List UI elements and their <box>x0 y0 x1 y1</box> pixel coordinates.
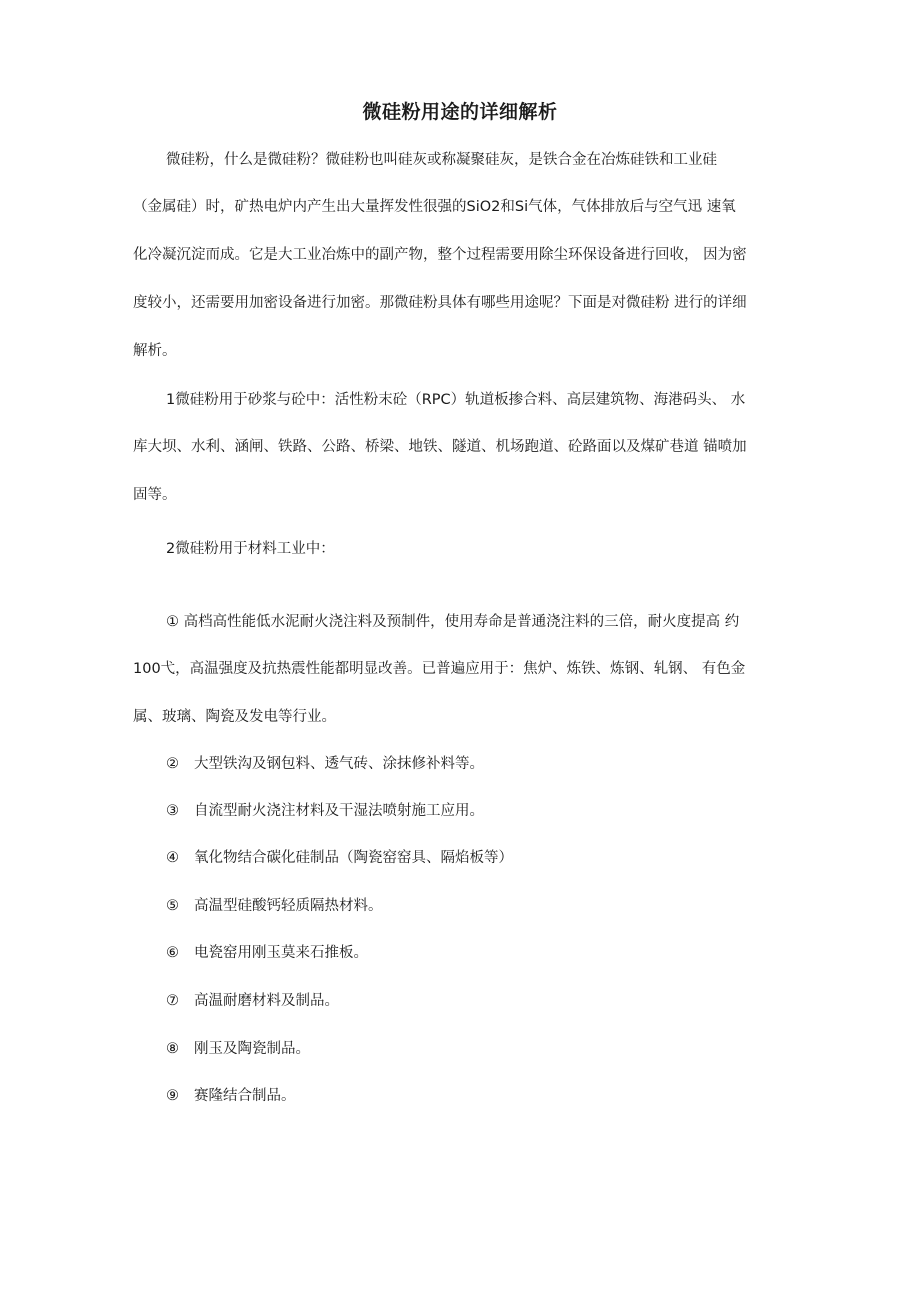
document-title: 微硅粉用途的详细解析 <box>362 101 558 123</box>
intro-line: 微硅粉，什么是微硅粉？微硅粉也叫硅灰或称凝聚硅灰，是铁合金在冶炼硅铁和工业硅 <box>166 152 717 168</box>
list-item-1-line: 100弋，高温强度及抗热震性能都明显改善。已普遍应用于：焦炉、炼铁、炼钢、轧钢、 有色金 <box>133 661 746 677</box>
section2-heading: 2微硅粉用于材料工业中： <box>166 541 335 557</box>
list-item-1-line: ① 高档高性能低水泥耐火浇注料及预制件，使用寿命是普通浇注料的三倍，耐火度提高 约 <box>166 614 740 630</box>
list-item <box>166 847 513 869</box>
list-item <box>166 1038 310 1060</box>
list-item-number: ⑦ <box>166 993 179 1009</box>
list-item-number: ⑧ <box>166 1041 179 1057</box>
list-item-number: ⑨ <box>166 1088 179 1104</box>
list-item <box>166 800 484 822</box>
list-item-text: 高温型硅酸钙轻质隔热材料。 <box>194 898 383 914</box>
list-item-1-line: 属、玻璃、陶瓷及发电等行业。 <box>133 709 336 725</box>
intro-line: （金属硅）时，矿热电炉内产生出大量挥发性很强的SiO2和Si气体，气体排放后与空气迅 速氧 <box>133 199 736 215</box>
list-item <box>166 753 484 775</box>
list-item-text: 刚玉及陶瓷制品。 <box>194 1041 310 1057</box>
list-item-text: 自流型耐火浇注材料及干湿法喷射施工应用。 <box>194 803 484 819</box>
intro-line: 解析。 <box>133 343 177 359</box>
list-item-number: ② <box>166 756 179 772</box>
intro-line: 化冷凝沉淀而成。它是大工业冶炼中的副产物，整个过程需要用除尘环保设备进行回收， 因为密 <box>133 247 747 263</box>
section1-line: 1微硅粉用于砂浆与砼中：活性粉末砼（RPC）轨道板掺合料、高层建筑物、海港码头、 水 <box>166 392 746 408</box>
list-item <box>166 942 368 964</box>
section1-line: 固等。 <box>133 487 177 503</box>
list-item-number: ⑤ <box>166 898 179 914</box>
list-item-text: 赛隆结合制品。 <box>194 1088 296 1104</box>
list-item-number: ③ <box>166 803 179 819</box>
intro-line: 度较小，还需要用加密设备进行加密。那微硅粉具体有哪些用途呢？下面是对微硅粉 进行的详细 <box>133 295 747 311</box>
list-item-number: ⑥ <box>166 945 179 961</box>
list-item-text: 电瓷窑用刚玉莫来石推板。 <box>194 945 368 961</box>
list-item <box>166 990 339 1012</box>
list-item-text: 高温耐磨材料及制品。 <box>194 993 339 1009</box>
section1-line: 库大坝、水利、涵闸、铁路、公路、桥梁、地铁、隧道、机场跑道、砼路面以及煤矿巷道 锚喷加 <box>133 439 747 455</box>
list-item-text: 氧化物结合碳化硅制品（陶瓷窑窑具、隔焰板等） <box>194 850 513 866</box>
list-item-text: 大型铁沟及钢包料、透气砖、涂抹修补料等。 <box>194 756 484 772</box>
list-item-number: ④ <box>166 850 179 866</box>
list-item <box>166 1085 296 1107</box>
list-item <box>166 895 383 917</box>
